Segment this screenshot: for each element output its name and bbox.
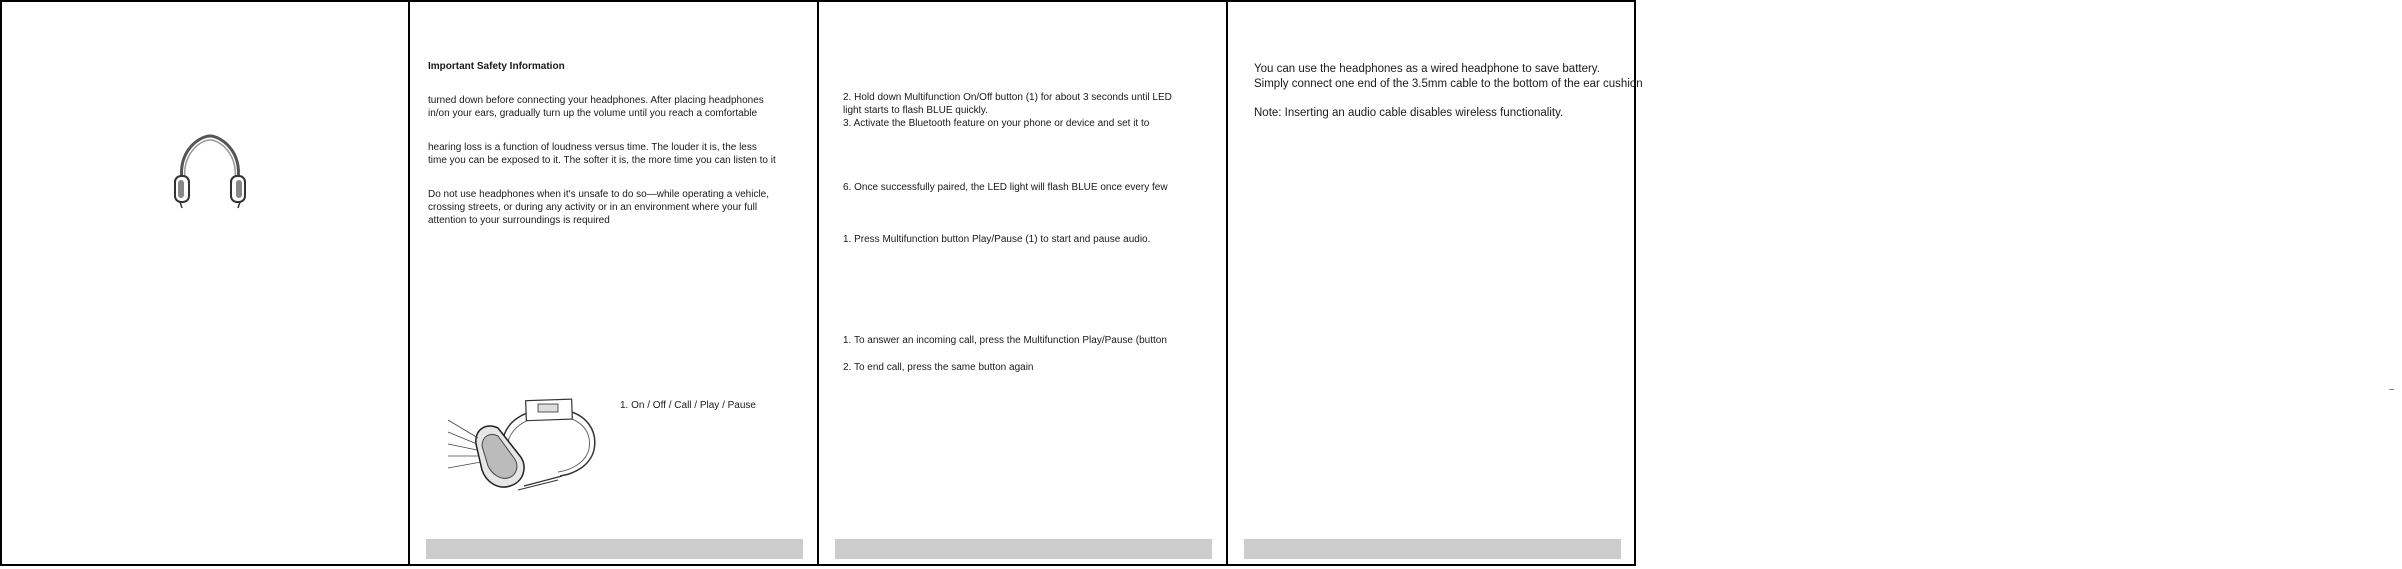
safety-para1-line1: turned down before connecting your headphones. After placing headphones [428, 95, 764, 106]
operation-panel [817, 0, 1228, 566]
safety-panel [408, 0, 819, 566]
safety-heading: Important Safety Information [428, 61, 565, 72]
headphone-buttons-diagram [446, 394, 606, 504]
edge-mark [2389, 389, 2394, 390]
cover-panel [0, 0, 410, 566]
footer-bar [835, 539, 1212, 559]
safety-para2-line1: hearing loss is a function of loudness versus time. The louder it is, the less [428, 142, 757, 153]
wired-note: Note: Inserting an audio cable disables wireless functionality. [1254, 107, 1564, 119]
pairing-step3: 3. Activate the Bluetooth feature on your phone or device and set it to [843, 118, 1150, 129]
wired-line2: Simply connect one end of the 3.5mm cable to the bottom of the ear cushion [1254, 78, 1643, 90]
music-control-step: 1. Press Multifunction button Play/Pause (1) to start and pause audio. [843, 234, 1151, 245]
safety-para3-line3: attention to your surroundings is required [428, 215, 610, 226]
safety-para2-line2: time you can be exposed to it. The softer it is, the more time you can listen to it [428, 155, 776, 166]
pairing-step6: 6. Once successfully paired, the LED light will flash BLUE once every few [843, 182, 1168, 193]
answer-call-step: 1. To answer an incoming call, press the Multifunction Play/Pause (button [843, 335, 1167, 346]
pairing-step2-line1: 2. Hold down Multifunction On/Off button (1) for about 3 seconds until LED [843, 92, 1172, 103]
wired-line1: You can use the headphones as a wired headphone to save battery. [1254, 63, 1600, 75]
safety-para3-line1: Do not use headphones when it's unsafe to do so—while operating a vehicle, [428, 189, 770, 200]
button-callout-label: 1. On / Off / Call / Play / Pause [620, 400, 756, 411]
wired-mode-panel [1226, 0, 1643, 566]
pairing-step2-line2: light starts to flash BLUE quickly. [843, 105, 988, 116]
end-call-step: 2. To end call, press the same button again [843, 362, 1034, 373]
footer-bar [426, 539, 803, 559]
safety-para3-line2: crossing streets, or during any activity or in an environment where your full [428, 202, 758, 213]
headphones-illustration [170, 132, 250, 210]
safety-para1-line2: in/on your ears, gradually turn up the volume until you reach a comfortable [428, 108, 758, 119]
footer-bar [1244, 539, 1621, 559]
